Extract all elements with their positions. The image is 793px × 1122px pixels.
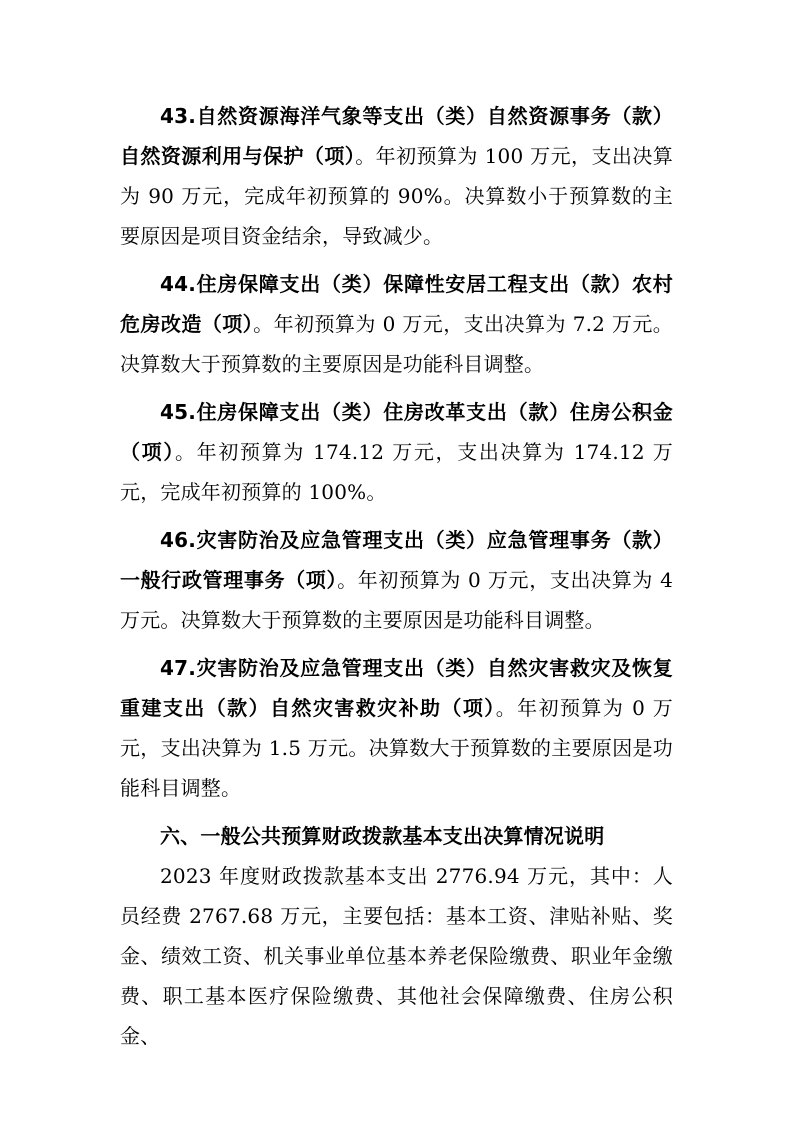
item-body: 。年初预算为 0 万元，支出决算为 1.5 万元。决算数大于预算数的主要原因是功能科目调整。 [120, 696, 673, 800]
paragraph-item-45 [120, 392, 673, 512]
item-heading: 44.住房保障支出（类）保障性安居工程支出（款）农村危房改造（项） [120, 272, 673, 336]
item-heading: 47.灾害防治及应急管理支出（类）自然灾害救灾及恢复重建支出（款）自然灾害救灾补助（项） [120, 656, 673, 720]
item-body: 。年初预算为 174.12 万元，支出决算为 174.12 万元，完成年初预算的 100%。 [120, 440, 673, 504]
paragraph-item-47 [120, 648, 673, 808]
paragraph-item-44 [120, 264, 673, 384]
section-heading: 六、一般公共预算财政拨款基本支出决算情况说明 [160, 824, 605, 848]
item-heading: 45.住房保障支出（类）住房改革支出（款）住房公积金（项） [120, 400, 673, 464]
paragraph-item-43 [120, 96, 673, 256]
item-heading: 46.灾害防治及应急管理支出（类）应急管理事务（款）一般行政管理事务（项） [120, 528, 673, 592]
item-heading: 43.自然资源海洋气象等支出（类）自然资源事务（款）自然资源利用与保护（项） [120, 104, 673, 168]
item-body: 。年初预算为 0 万元，支出决算为 4 万元。决算数大于预算数的主要原因是功能科目调整。 [120, 568, 674, 632]
item-body: 。年初预算为 100 万元，支出决算为 90 万元，完成年初预算的 90%。决算数小于预算数的主要原因是项目资金结余，导致减少。 [120, 144, 673, 248]
section-body: 2023 年度财政拨款基本支出 2776.94 万元，其中：人员经费 2767.68 万元，主要包括：基本工资、津贴补贴、奖金、绩效工资、机关事业单位基本养老保险缴费、职业年金缴费、职工基本医疗保险缴费、其他社会保障缴费、住房公积金、 [120, 864, 673, 1048]
paragraph-item-46 [120, 520, 673, 640]
item-body: 。年初预算为 0 万元，支出决算为 7.2 万元。决算数大于预算数的主要原因是功能科目调整。 [120, 312, 673, 376]
document-page [120, 96, 673, 1056]
